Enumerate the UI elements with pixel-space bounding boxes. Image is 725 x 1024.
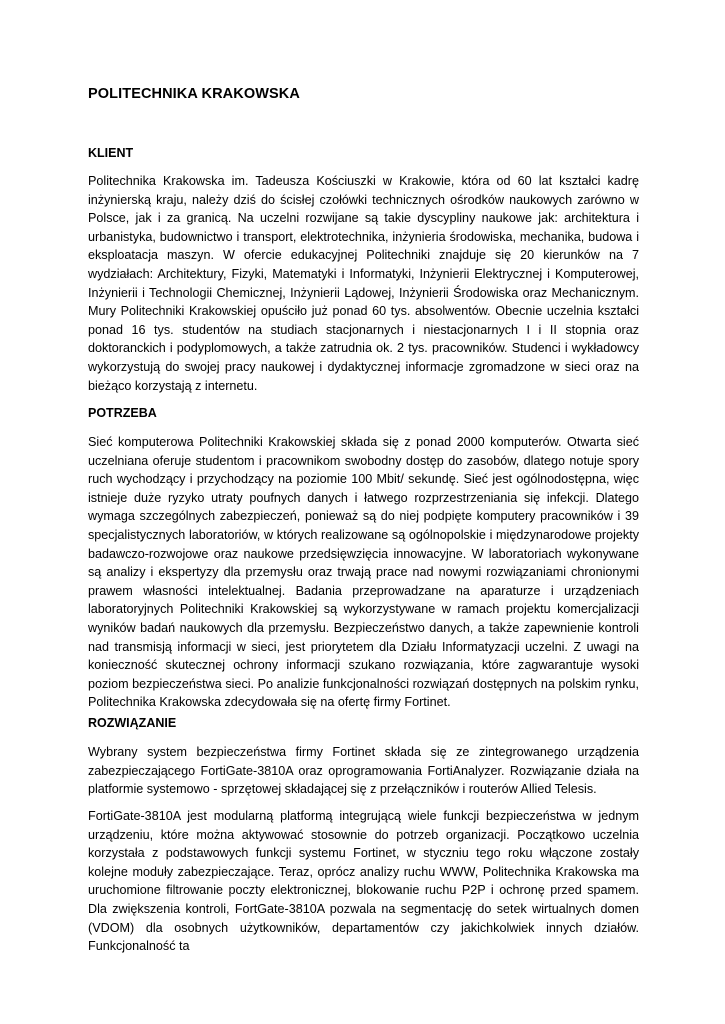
section-heading-potrzeba: POTRZEBA	[88, 406, 157, 420]
paragraph-rozwiazanie-2: FortiGate-3810A jest modularną platformą integrującą wiele funkcji bezpieczeństwa w jednym urządzeniu, które można aktywować stosownie do potrzeb organizacji. Początkowo uczelnia korzystała z podstawowych funkcji systemu Fortinet, w styczniu tego roku włączone zostały kolejne moduły zabezpieczające. Teraz, oprócz analizy ruchu WWW, Politechnika Krakowska ma uruchomione filtrowanie poczty elektronicznej, blokowanie ruchu P2P i ochronę przed spamem. Dla zwiększenia kontroli, FortGate-3810A pozwala na segmentację do setek wirtualnych domen (VDOM) dla osobnych użytkowników, departamentów czy jakichkolwiek innych działów. Funkcjonalność ta	[88, 809, 639, 954]
paragraph-potrzeba: Sieć komputerowa Politechniki Krakowskiej składa się z ponad 2000 komputerów. Otwarta sieć uczelniana oferuje studentom i pracownikom swobodny dostęp do zasobów, dlatego notuje spory ruch wychodzący i przychodzący na poziomie 100 Mbit/ sekundę. Sieć jest ogólnodostępna, więc istnieje duże ryzyko utraty poufnych danych i łatwego rozprzestrzeniania się infekcji. Dlatego wymaga szczególnych zabezpieczeń, ponieważ są do niej podpięte komputery pracowników i 39 specjalistycznych laboratoriów, w których realizowane są ogólnopolskie i międzynarodowe projekty badawczo-rozwojowe oraz naukowe przedsięwzięcia innowacyjne. W laboratoriach wykonywane są analizy i ekspertyzy dla przemysłu oraz trwają prace nad nowymi rozwiązaniami chronionymi prawem własności intelektualnej. Badania przeprowadzane na aparaturze i urządzeniach laboratoryjnych Politechniki Krakowskiej są wykorzystywane w ramach projektu komercjalizacji wyników badań naukowych dla przemysłu. Bezpieczeństwo danych, a także zapewnienie kontroli nad transmisją informacji w sieci, jest priorytetem dla Działu Informatyzacji uczelni. Z uwagi na konieczność skutecznej ochrony informacji szukano rozwiązania, które zagwarantuje wysoki poziom bezpieczeństwa sieci. Po analizie funkcjonalności rozwiązań dostępnych na polskim rynku, Politechnika Krakowska zdecydowała się na ofertę firmy Fortinet.	[88, 435, 639, 710]
document-title: POLITECHNIKA KRAKOWSKA	[88, 86, 300, 102]
section-heading-klient: KLIENT	[88, 146, 134, 160]
section-heading-rozwiazanie: ROZWIĄZANIE	[88, 716, 177, 730]
paragraph-klient: Politechnika Krakowska im. Tadeusza Kościuszki w Krakowie, która od 60 lat kształci kadrę inżynierską kraju, należy dziś do ścisłej czołówki technicznych ośrodków naukowych zarówno w Polsce, jak i za granicą. Na uczelni rozwijane są takie dyscypliny naukowe jak: architektura i urbanistyka, budownictwo i transport, elektrotechnika, inżynieria środowiska, mechanika, budowa i eksploatacja maszyn. W ofercie edukacyjnej Politechniki znajduje się 20 kierunków na 7 wydziałach: Architektury, Fizyki, Matematyki i Informatyki, Inżynierii Elektrycznej i Komputerowej, Inżynierii i Technologii Chemicznej, Inżynierii Lądowej, Inżynierii Środowiska oraz Mechanicznym. Mury Politechniki Krakowskiej opuściło już ponad 60 tys. absolwentów. Obecnie uczelnia kształci ponad 16 tys. studentów na studiach stacjonarnych i niestacjonarnych I i II stopnia oraz doktoranckich i podyplomowych, a także zatrudnia ok. 2 tys. pracowników. Studenci i wykładowcy wykorzystują do swojej pracy naukowej i dydaktycznej informacje zgromadzone w sieci oraz na bieżąco korzystają z internetu.	[88, 174, 639, 393]
paragraph-rozwiazanie-1: Wybrany system bezpieczeństwa firmy Fortinet składa się ze zintegrowanego urządzenia zabezpieczającego FortiGate-3810A oraz oprogramowania FortiAnalyzer. Rozwiązanie działa na platformie systemowo - sprzętowej składającej się z przełączników i routerów Allied Telesis.	[88, 745, 639, 797]
